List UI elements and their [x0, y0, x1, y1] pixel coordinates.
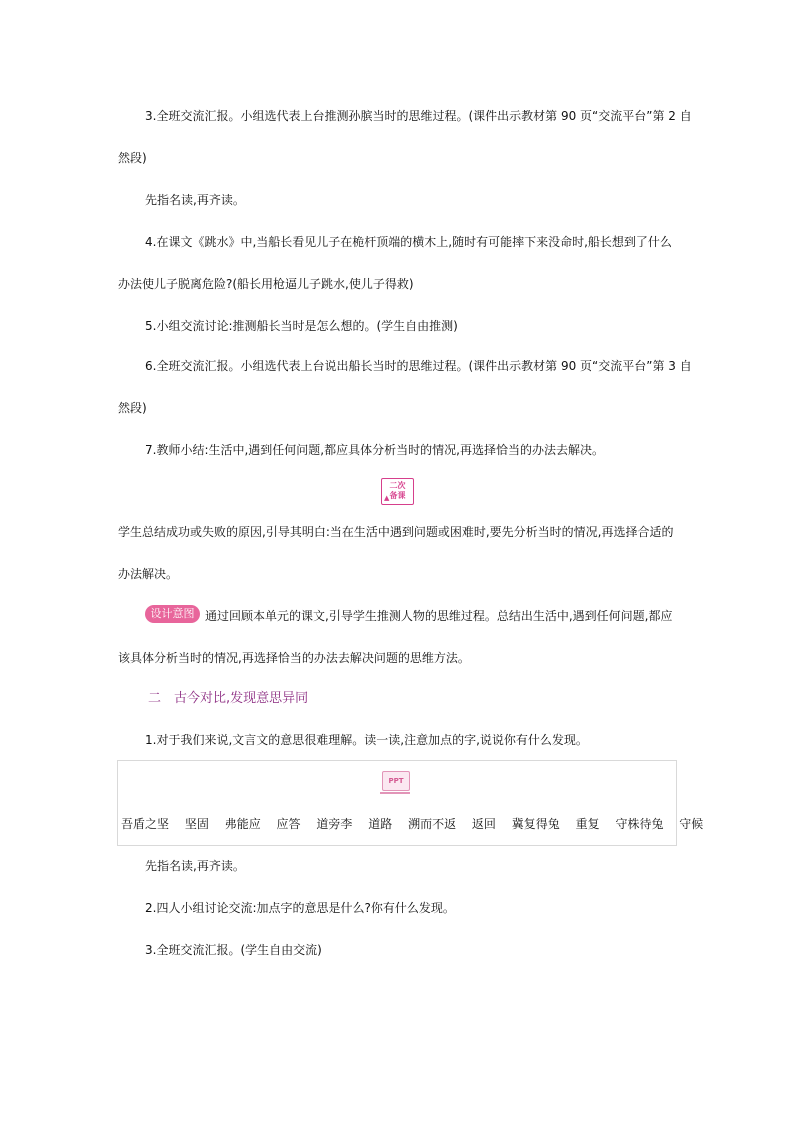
paragraph-3-line2: 然段) — [118, 151, 147, 165]
instruction-1: 1.对于我们来说,文言文的意思很难理解。读一读,注意加点的字,说说你有什么发现。 — [145, 733, 588, 747]
word-item: 返回 — [471, 817, 496, 831]
design-intent-line2: 该具体分析当时的情况,再选择恰当的办法去解决问题的思维方法。 — [118, 651, 470, 665]
ppt-icon: PPT — [382, 771, 410, 791]
word-item: 弗能应 — [224, 817, 261, 831]
word-item: 重复 — [575, 817, 600, 831]
summary-line1: 学生总结成功或失败的原因,引导其明白:当在生活中遇到问题或困难时,要先分析当时的情况,再选择合适的 — [118, 525, 674, 539]
word-item: 冀复得兔 — [511, 817, 560, 831]
ppt-icon-stand — [380, 792, 410, 794]
design-intent-badge: 设计意图 — [145, 605, 200, 623]
word-item: 守候 — [679, 817, 704, 831]
class-report: 3.全班交流汇报。(学生自由交流) — [145, 943, 322, 957]
word-item: 道旁李 — [316, 817, 353, 831]
word-item: 溯而不返 — [408, 817, 457, 831]
group-discussion: 2.四人小组讨论交流:加点字的意思是什么?你有什么发现。 — [145, 901, 455, 915]
paragraph-6-line1: 6.全班交流汇报。小组选代表上台说出船长当时的思维过程。(课件出示教材第 90 页“交流平台”第 3 自 — [145, 359, 692, 373]
word-list — [121, 816, 703, 832]
paragraph-5: 5.小组交流讨论:推测船长当时是怎么想的。(学生自由推测) — [145, 319, 458, 333]
word-item: 道路 — [368, 817, 393, 831]
up-arrow-icon: ▲ — [384, 494, 390, 502]
ppt-content-box — [117, 760, 704, 846]
read-instruction: 先指名读,再齐读。 — [145, 193, 245, 207]
word-item: 坚固 — [184, 817, 209, 831]
read-instruction-2: 先指名读,再齐读。 — [145, 859, 245, 873]
paragraph-4-line1: 4.在课文《跳水》中,当船长看见儿子在桅杆顶端的横木上,随时有可能摔下来没命时,船长想到了什么 — [145, 235, 672, 249]
review-icon-text-2: 备课 — [389, 491, 406, 500]
word-item: 吾盾之坚 — [121, 817, 170, 831]
word-item: 守株待兔 — [615, 817, 664, 831]
paragraph-4-line2: 办法使儿子脱离危险?(船长用枪逼儿子跳水,使儿子得救) — [118, 277, 414, 291]
summary-line2: 办法解决。 — [118, 567, 179, 581]
section-title: 二 古今对比,发现意思异同 — [148, 691, 309, 706]
paragraph-7: 7.教师小结:生活中,遇到任何问题,都应具体分析当时的情况,再选择恰当的办法去解决。 — [145, 443, 604, 457]
word-item: 应答 — [276, 817, 301, 831]
paragraph-6-line2: 然段) — [118, 401, 147, 415]
second-lesson-prep-icon — [381, 478, 414, 505]
paragraph-3-line1: 3.全班交流汇报。小组选代表上台推测孙膑当时的思维过程。(课件出示教材第 90 页“交流平台”第 2 自 — [145, 109, 692, 123]
review-icon-text-1: 二次 — [389, 481, 406, 490]
design-intent-line1: 通过回顾本单元的课文,引导学生推测人物的思维过程。总结出生活中,遇到任何问题,都应 — [205, 609, 673, 623]
